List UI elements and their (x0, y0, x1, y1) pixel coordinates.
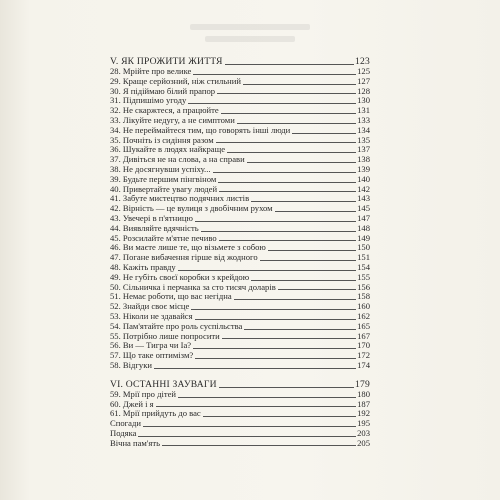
entry-title: 41. Забуте мистецтво подячних листів (110, 193, 250, 204)
section-page: 123 (355, 56, 370, 67)
leader-dots (260, 260, 356, 261)
entry-title: 42. Вірність — це вулиця з двобічним рухом (110, 203, 273, 214)
entry-page: 158 (357, 291, 370, 302)
entry-title: 40. Привертайте увагу людей (110, 183, 218, 194)
entry-page: 170 (357, 340, 370, 351)
toc-entry (110, 409, 370, 419)
entry-page: 131 (357, 105, 370, 116)
bleed-through-text (170, 18, 330, 52)
entry-page: 165 (357, 320, 370, 331)
entry-title: Подяка (110, 427, 137, 438)
entry-page: 150 (357, 242, 370, 253)
leader-dots (201, 231, 356, 232)
entry-title: 46. Ви маєте лише те, що візьмете з собою (110, 242, 266, 253)
leader-dots (225, 64, 354, 65)
entry-page: 143 (357, 193, 370, 204)
leader-dots (217, 93, 356, 94)
leader-dots (243, 84, 356, 85)
entry-page: 162 (357, 310, 370, 321)
leader-dots (268, 250, 356, 251)
toc-entry (110, 439, 370, 449)
entry-page: 156 (357, 281, 370, 292)
entry-page: 151 (357, 252, 370, 263)
section-5 (110, 56, 370, 371)
entry-page: 160 (357, 301, 370, 312)
leader-dots (143, 426, 356, 427)
entry-page: 148 (357, 222, 370, 233)
entry-page: 135 (357, 134, 370, 145)
entry-page: 205 (357, 437, 370, 448)
leader-dots (218, 182, 356, 183)
entry-title: 43. Увечері в п'ятницю (110, 212, 193, 223)
entry-title: 39. Будьте першим пінгвіном (110, 173, 217, 184)
leader-dots (234, 299, 356, 300)
entry-page: 174 (357, 359, 370, 370)
leader-dots (219, 387, 354, 388)
leader-dots (237, 123, 356, 124)
leader-dots (251, 201, 356, 202)
section-title: VI. ОСТАННІ ЗАУВАГИ (110, 378, 217, 390)
entry-title: 48. Кажіть правду (110, 261, 176, 272)
entry-title: 58. Відгуки (110, 359, 152, 370)
entry-page: 180 (357, 388, 370, 399)
entry-title: 60. Джей і я (110, 398, 154, 409)
leader-dots (216, 142, 356, 143)
leader-dots (193, 74, 356, 75)
leader-dots (227, 152, 356, 153)
leader-dots (162, 445, 356, 446)
entry-page: 145 (357, 203, 370, 214)
leader-dots (278, 289, 356, 290)
entry-title: 32. Не скаржтеся, а працюйте (110, 105, 219, 116)
leader-dots (203, 416, 356, 417)
entry-list (110, 67, 370, 371)
entry-title: 29. Краще серйозний, ніж стильний (110, 75, 241, 86)
leader-dots (195, 221, 356, 222)
entry-list (110, 390, 370, 449)
entry-page: 203 (357, 427, 370, 438)
leader-dots (193, 348, 356, 349)
leader-dots (138, 436, 356, 437)
leader-dots (251, 280, 356, 281)
leader-dots (292, 133, 356, 134)
entry-page: 172 (357, 350, 370, 361)
entry-title: 57. Що таке оптимізм? (110, 350, 194, 361)
entry-title: 47. Погане вибачення гірше від жодного (110, 252, 258, 263)
leader-dots (213, 172, 357, 173)
entry-page: 155 (357, 271, 370, 282)
leader-dots (221, 113, 356, 114)
entry-page: 130 (357, 95, 370, 106)
entry-title: 33. Лікуйте недугу, а не симптоми (110, 114, 235, 125)
entry-title: 30. Я підіймаю білий прапор (110, 85, 216, 96)
entry-title: 45. Розсилайте м'ятне печиво (110, 232, 217, 243)
entry-title: 35. Почніть із сидіння разом (110, 134, 214, 145)
table-of-contents (110, 56, 370, 448)
entry-title: 34. Не переймайтеся тим, що говорять інші люди (110, 124, 291, 135)
entry-page: 133 (357, 114, 370, 125)
leader-dots (195, 358, 356, 359)
entry-page: 192 (357, 408, 370, 419)
entry-page: 187 (357, 398, 370, 409)
section-6 (110, 379, 370, 449)
entry-page: 147 (357, 212, 370, 223)
entry-title: 53. Ніколи не здавайся (110, 310, 193, 321)
entry-page: 139 (357, 163, 370, 174)
entry-page: 195 (357, 418, 370, 429)
entry-page: 154 (357, 261, 370, 272)
leader-dots (154, 368, 356, 369)
entry-page: 142 (357, 183, 370, 194)
entry-title: 55. Потрібно лише попросити (110, 330, 220, 341)
entry-title: 28. Мрійте про велике (110, 66, 192, 76)
leader-dots (178, 270, 356, 271)
leader-dots (222, 338, 356, 339)
toc-entry (110, 361, 370, 371)
entry-page: 149 (357, 232, 370, 243)
leader-dots (156, 406, 356, 407)
toc-entry (110, 419, 370, 429)
leader-dots (191, 309, 356, 310)
entry-title: 50. Сільничка і перчанка за сто тисяч доларів (110, 281, 276, 292)
entry-title: 38. Не досягнувши успіху... (110, 163, 211, 174)
entry-title: 52. Знайди своє місце (110, 301, 190, 312)
entry-page: 137 (357, 144, 370, 155)
entry-title: Вічна пам'ять (110, 437, 161, 448)
leader-dots (247, 162, 356, 163)
leader-dots (219, 240, 356, 241)
entry-title: 54. Пам'ятайте про роль суспільства (110, 320, 243, 331)
entry-title: 61. Мрії прийдуть до вас (110, 408, 201, 419)
entry-page: 128 (357, 85, 370, 96)
section-title: V. ЯК ПРОЖИТИ ЖИТТЯ (110, 56, 223, 67)
entry-title: 37. Дивіться не на слова, а на справи (110, 154, 245, 165)
entry-title: Спогади (110, 418, 141, 429)
section-page: 179 (355, 378, 370, 390)
entry-title: 49. Не губіть своєї коробки з крейдою (110, 271, 250, 282)
entry-page: 138 (357, 154, 370, 165)
leader-dots (188, 103, 356, 104)
entry-title: 36. Шукайте в людях найкраще (110, 144, 226, 155)
leader-dots (178, 397, 356, 398)
leader-dots (219, 191, 356, 192)
entry-page: 127 (357, 75, 370, 86)
entry-page: 167 (357, 330, 370, 341)
leader-dots (195, 319, 357, 320)
entry-page: 134 (357, 124, 370, 135)
leader-dots (244, 329, 356, 330)
leader-dots (275, 211, 357, 212)
entry-title: 31. Підпишімо угоду (110, 95, 187, 106)
entry-title: 56. Ви — Тигра чи Іа? (110, 340, 192, 351)
entry-page: 140 (357, 173, 370, 184)
entry-title: 59. Мрії про дітей (110, 388, 177, 399)
entry-title: 44. Виявляйте вдячність (110, 222, 199, 233)
entry-title: 51. Немає роботи, що вас негідна (110, 291, 232, 302)
entry-page: 125 (357, 66, 370, 76)
